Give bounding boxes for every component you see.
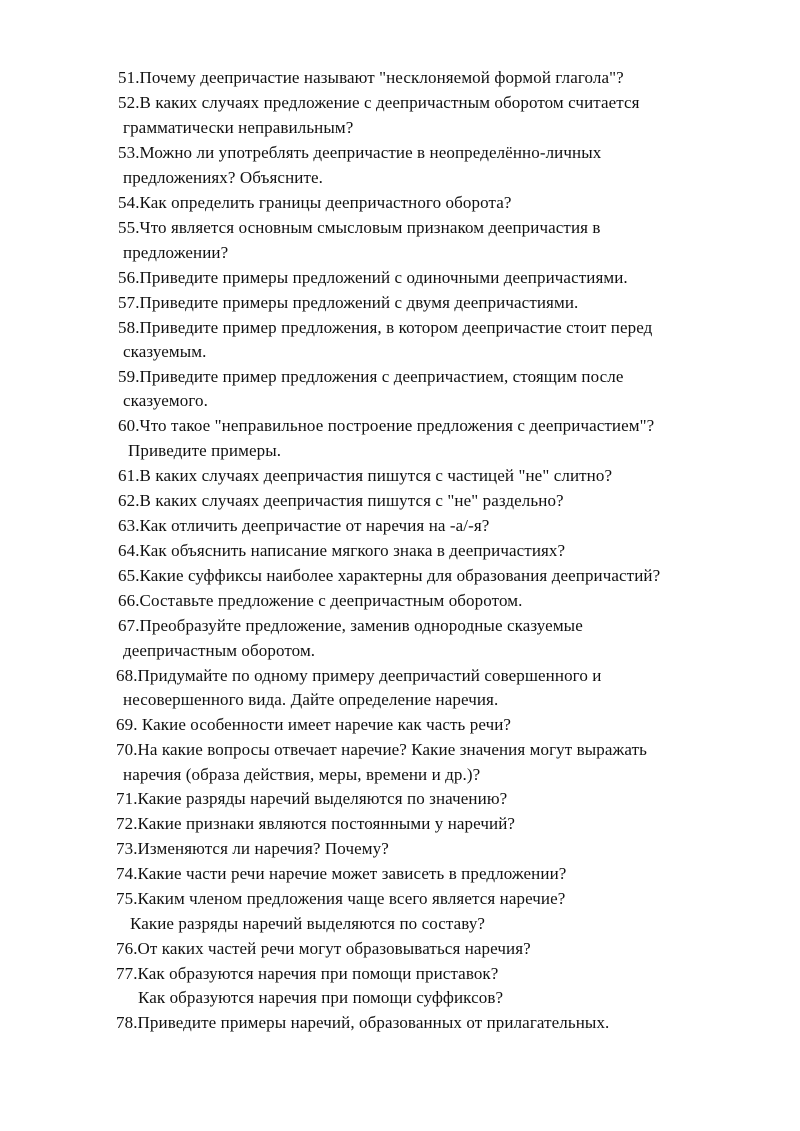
- question-item: 54.Как определить границы деепричастного оборота?: [118, 193, 512, 212]
- question-item-continuation: Приведите примеры.: [128, 441, 282, 460]
- question-item: 52.В каких случаях предложение с деепричастным оборотом считается: [118, 93, 640, 112]
- question-item-continuation: деепричастным оборотом.: [123, 641, 316, 660]
- question-item: 66.Составьте предложение с деепричастным оборотом.: [118, 591, 523, 610]
- question-item: 59.Приведите пример предложения с деепричастием, стоящим после: [118, 367, 624, 386]
- question-item-continuation: сказуемого.: [123, 391, 208, 410]
- question-item: 72.Какие признаки являются постоянными у наречий?: [116, 814, 516, 833]
- question-item: 78.Приведите примеры наречий, образованных от прилагательных.: [116, 1013, 610, 1032]
- question-item: 61.В каких случаях деепричастия пишутся с частицей "не" слитно?: [118, 466, 613, 485]
- question-item: 76.От каких частей речи могут образовываться наречия?: [116, 939, 531, 958]
- question-item: 51.Почему деепричастие называют "несклоняемой формой глагола"?: [118, 68, 624, 87]
- question-item: 68.Придумайте по одному примеру деепричастий совершенного и: [116, 666, 602, 685]
- question-item: 56.Приведите примеры предложений с одиночными деепричастиями.: [118, 268, 628, 287]
- question-item-continuation: Как образуются наречия при помощи суффиксов?: [138, 988, 504, 1007]
- question-item-continuation: Какие разряды наречий выделяются по составу?: [130, 914, 486, 933]
- question-item: 73.Изменяются ли наречия? Почему?: [116, 839, 389, 858]
- question-item: 63.Как отличить деепричастие от наречия на -а/-я?: [118, 516, 490, 535]
- question-item-continuation: грамматически неправильным?: [123, 118, 354, 137]
- question-item: 58.Приведите пример предложения, в котором деепричастие стоит перед: [118, 318, 653, 337]
- question-item-continuation: наречия (образа действия, меры, времени и др.)?: [123, 765, 481, 784]
- question-item: 53.Можно ли употреблять деепричастие в неопределённо-личных: [118, 143, 602, 162]
- question-item: 67.Преобразуйте предложение, заменив однородные сказуемые: [118, 616, 583, 635]
- question-item: 55.Что является основным смысловым признаком деепричастия в: [118, 218, 601, 237]
- question-item: 74.Какие части речи наречие может зависеть в предложении?: [116, 864, 567, 883]
- question-item: 75.Каким членом предложения чаще всего является наречие?: [116, 889, 566, 908]
- question-item: 60.Что такое "неправильное построение предложения с деепричастием"?: [118, 416, 655, 435]
- question-item: 64.Как объяснить написание мягкого знака в деепричастиях?: [118, 541, 566, 560]
- question-item: 70.На какие вопросы отвечает наречие? Какие значения могут выражать: [116, 740, 647, 759]
- question-item-continuation: сказуемым.: [123, 342, 207, 361]
- question-item-continuation: предложениях? Объясните.: [123, 168, 323, 187]
- question-item: 57.Приведите примеры предложений с двумя деепричастиями.: [118, 293, 579, 312]
- question-item: 69. Какие особенности имеет наречие как часть речи?: [116, 715, 512, 734]
- question-item: 65.Какие суффиксы наиболее характерны для образования деепричастий?: [118, 566, 661, 585]
- question-item: 71.Какие разряды наречий выделяются по значению?: [116, 789, 508, 808]
- question-item: 77.Как образуются наречия при помощи приставок?: [116, 964, 499, 983]
- question-item-continuation: несовершенного вида. Дайте определение наречия.: [123, 690, 499, 709]
- question-item: 62.В каких случаях деепричастия пишутся с "не" раздельно?: [118, 491, 564, 510]
- question-item-continuation: предложении?: [123, 243, 229, 262]
